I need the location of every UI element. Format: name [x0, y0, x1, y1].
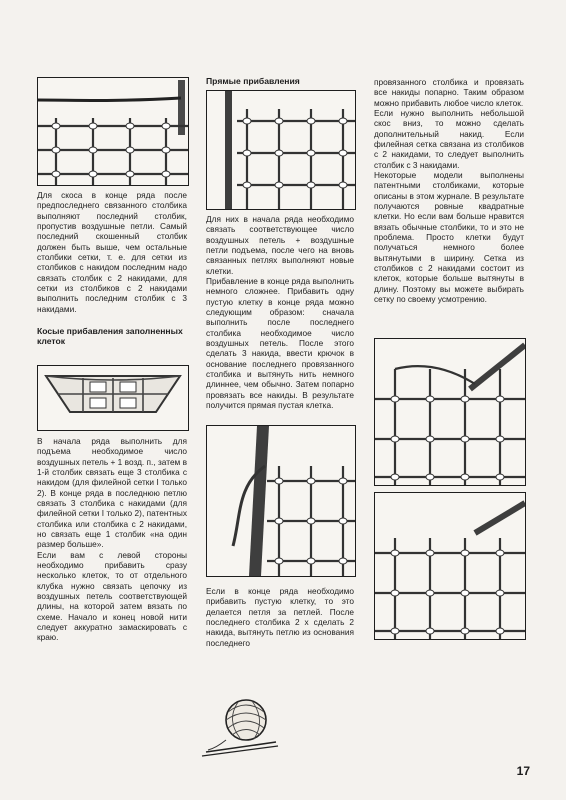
yarn-ball-icon — [196, 690, 286, 758]
right-para-3: Некоторые модели выполнены патентными столбиками, которые описаны в этом журнале. В результате получаются ровные квадратные клетки. Но если вам больше нравится вязать обычные столбики, то и это не проблема. Просто клетки будут получаться немного более вытянутыми в ширину. Сетка из столбиков с 2 накидами состоит из клеток, которые больше вытянуты в длину. Поэтому вы можете выбирать сетку по своему усмотрению. — [374, 169, 524, 304]
middle-column-lower — [206, 586, 354, 648]
figure-straight-increase-1 — [206, 90, 356, 210]
page-number: 17 — [516, 764, 530, 778]
figure-straight-increase-2 — [206, 425, 356, 577]
right-para-2: Если нужно выполнить небольшой скос вниз, то можно сделать дополнительный накид. Если филейная сетка связана из столбиков с 2 накидами, то следует выполнить столбик с 3 накидами. — [374, 107, 524, 170]
left-para-2: В начала ряда выполнить для подъема необходимое число воздушных петель + 1 возд. п., затем в 1-й столбик связать еще 3 столбика с накидом (для филейной сетки I только 2). В конце ряда в последнюю петлю связать 3 столбика с накидами (для филейной сетки I только 2), патентных столбика или столбика с 2 накидами, но связать еще 1 столбик «на один размер больше». — [37, 436, 187, 550]
left-para-1: Для скоса в конце ряда после предпоследнего связанного столбика выполняют последний столбик, пропустив воздушные петли. Самый последний скошенный столбик должен быть выше, чем остальные столбики сетки, т. е. для сетки из столбиков с накидом последним надо связать столбик с 2 накидами, для сетки из столбиков с 2 накидами выполнить последним столбик с 3 накидами. — [37, 190, 187, 314]
figure-right-mesh-2 — [374, 492, 526, 640]
left-column — [37, 190, 187, 347]
middle-para-1: Для них в начала ряда необходимо связать соответствующее число воздушных петель + воздушные петли подъема, после чего на вновь связанных петлях выполняют новые клетки. — [206, 214, 354, 276]
figure-slant-filled-mesh — [37, 365, 189, 431]
left-column-lower — [37, 436, 187, 643]
middle-para-3: Если в конце ряда необходимо прибавить пустую клетку, то это делается петля за петлей. После последнего столбика 2 х сделать 2 накида, вытянуть петлю из основания последнего — [206, 586, 354, 648]
middle-heading-wrap — [206, 76, 354, 86]
heading-straight-increase: Прямые прибавления — [206, 76, 300, 86]
right-column — [374, 77, 524, 304]
figure-slant-end-mesh — [37, 77, 189, 186]
right-para-1: провязанного столбика и провязать все накиды попарно. Таким образом можно прибавить любое число клеток. — [374, 77, 524, 108]
middle-para-2: Прибавление в конце ряда выполнить немного сложнее. Прибавить одну пустую клетку в конце ряда можно следующим образом: сначала выполнить после последнего столбика необходимое число воздушных петель. После этого сделать 3 накида, ввести крючок в основание последнего провязанного столбика и вытянуть нить немного длиннее, чем обычно. Затем попарно провязать все накиды. В результате получится прямая пустая клетка. — [206, 275, 354, 410]
middle-column — [206, 214, 354, 410]
heading-slant-filled: Косые прибавления заполненных клеток — [37, 325, 183, 347]
left-para-3: Если вам с левой стороны необходимо прибавить сразу несколько клеток, то от отдельного клубка нужно связать цепочку из воздушных петель соответствующей длины, на которой затем вязать по схеме. Начало и конец новой нити следует аккуратно замаскировать с краю. — [37, 549, 187, 643]
figure-right-mesh-1 — [374, 338, 526, 486]
